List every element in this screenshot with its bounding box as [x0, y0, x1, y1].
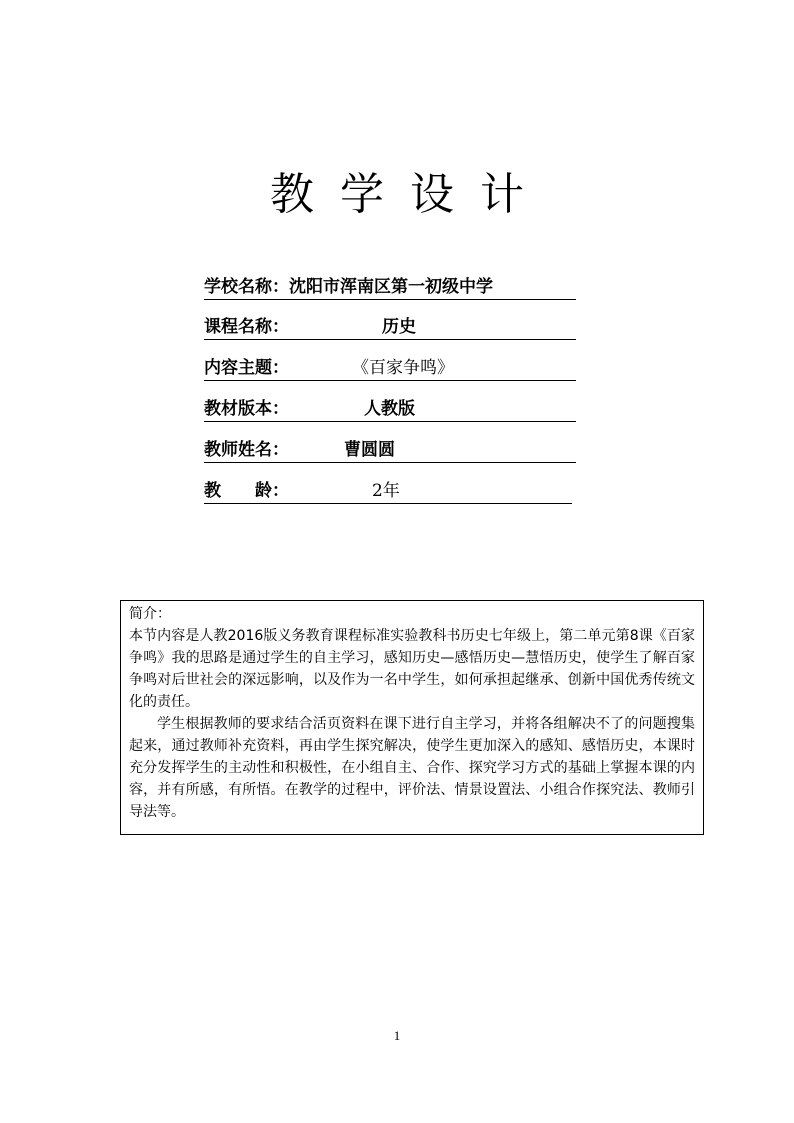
topic-row	[204, 355, 576, 381]
teacher-value: 曹圆圆	[344, 440, 395, 460]
age-value: 2年	[372, 481, 400, 501]
teacher-label: 教师姓名：	[204, 440, 289, 460]
age-label: 教 龄：	[204, 481, 289, 501]
document-title: 教学设计	[270, 169, 550, 220]
underline	[204, 380, 576, 381]
intro-paragraph-1: 本节内容是人教2016版义务教育课程标准实验教科书历史七年级上，第二单元第8课《百家争鸣》我的思路是通过学生的自主学习，感知历史—感悟历史—慧悟历史，使学生了解百家争鸣对后世社会的深远影响，以及作为一名中学生，如何承担起继承、创新中国优秀传统文化的责任。	[129, 628, 695, 710]
page-number: 1	[393, 1028, 401, 1043]
school-name-row	[204, 274, 576, 300]
course-label: 课程名称：	[204, 317, 289, 337]
course-value: 历史	[382, 317, 416, 337]
intro-paragraph-2: 学生根据教师的要求结合活页资料在课下进行自主学习，并将各组解决不了的问题搜集起来，通过教师补充资料，再由学生探究解决，使学生更加深入的感知、感悟历史，本课时充分发挥学生的主动性和积极性，在小组自主、合作、探究学习方式的基础上掌握本课的内容，并有所感，有所悟。在教学的过程中，评价法、情景设置法、小组合作探究法、教师引导法等。	[129, 716, 695, 820]
intro-heading: 简介：	[129, 606, 171, 622]
underline	[204, 503, 572, 504]
course-name-row	[204, 314, 576, 340]
topic-value: 《百家争鸣》	[352, 358, 454, 378]
edition-row	[204, 396, 576, 422]
underline	[204, 421, 576, 422]
underline	[204, 462, 576, 463]
edition-label: 教材版本：	[204, 399, 289, 419]
teacher-row	[204, 437, 576, 463]
topic-label: 内容主题：	[204, 358, 289, 378]
underline	[204, 339, 576, 340]
intro-box	[120, 600, 704, 835]
edition-value: 人教版	[364, 399, 415, 419]
underline	[204, 299, 576, 300]
teaching-age-row	[204, 478, 572, 504]
school-name-text: 学校名称：沈阳市浑南区第一初级中学	[204, 277, 493, 297]
